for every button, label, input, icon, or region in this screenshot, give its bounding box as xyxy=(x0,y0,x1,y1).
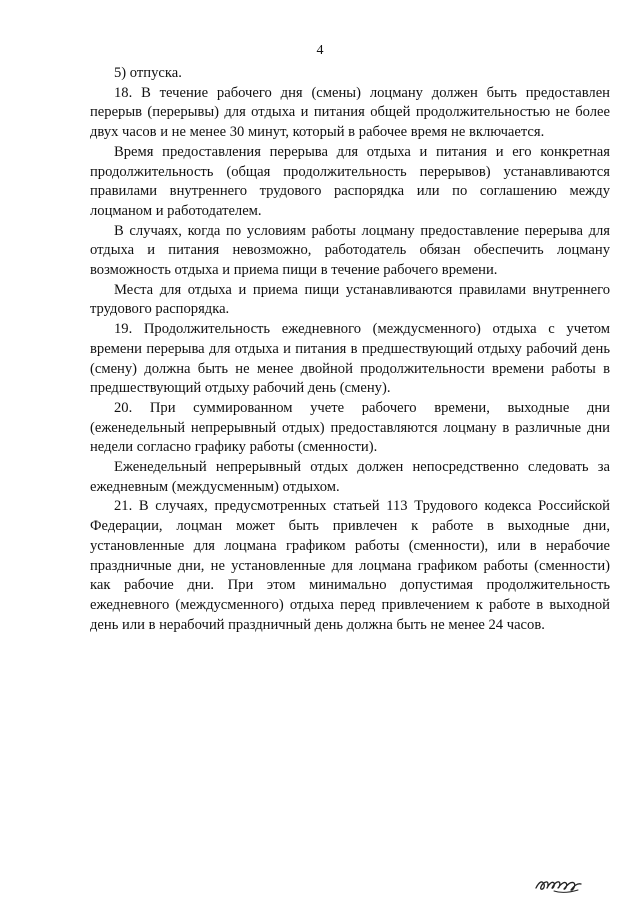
page-number: 4 xyxy=(316,43,324,58)
paragraph-weekly-rest: Еженедельный непрерывный отдых должен непосредственно следовать за ежедневным (междусменным) отдыхом. xyxy=(90,459,610,495)
paragraph-item-5: 5) отпуска. xyxy=(114,65,182,81)
paragraph-21: 21. В случаях, предусмотренных статьей 113 Трудового кодекса Российской Федерации, лоцман может быть привлечен к работе в выходные дни, установленные для лоцмана графиком работы (сменности), или в нерабочие праздничные дни, не установленные для лоцмана графиком работы (сменности) как рабочие дни. При этом минимально допустимая продолжительность ежедневного (междусменного) отдыха перед привлечением к работе в выходной день или в нерабочий праздничный день должна быть не менее 24 часов. xyxy=(90,498,610,633)
document-body xyxy=(90,64,610,635)
paragraph-break-timing: Время предоставления перерыва для отдыха и питания и его конкретная продолжительность (общая продолжительность перерывов) устанавливаются правилами внутреннего трудового распорядка или по соглашению между лоцманом и работодателем. xyxy=(90,143,610,219)
paragraph-18: 18. В течение рабочего дня (смены) лоцману должен быть предоставлен перерыв (перерывы) для отдыха и питания общей продолжительностью не более двух часов и не менее 30 минут, который в рабочее время не включается. xyxy=(90,84,610,141)
paragraph-rest-places: Места для отдыха и приема пищи устанавливаются правилами внутреннего трудового распорядка. xyxy=(90,281,610,318)
handwritten-signature-icon xyxy=(534,872,584,896)
paragraph-20: 20. При суммированном учете рабочего времени, выходные дни (еженедельный непрерывный отдых) предоставляются лоцману в различные дни недели согласно графику работы (сменности). xyxy=(90,399,610,456)
paragraph-19: 19. Продолжительность ежедневного (междусменного) отдыха с учетом времени перерыва для отдыха и питания в предшествующий отдыху рабочий день (смену) должна быть не менее двойной продолжительности времени работы в предшествующий отдыху рабочий день (смену). xyxy=(90,321,610,397)
paragraph-break-impossible: В случаях, когда по условиям работы лоцману предоставление перерыва для отдыха и питания невозможно, работодатель обязан обеспечить лоцману возможность отдыха и приема пищи в течение рабочего времени. xyxy=(90,222,610,279)
